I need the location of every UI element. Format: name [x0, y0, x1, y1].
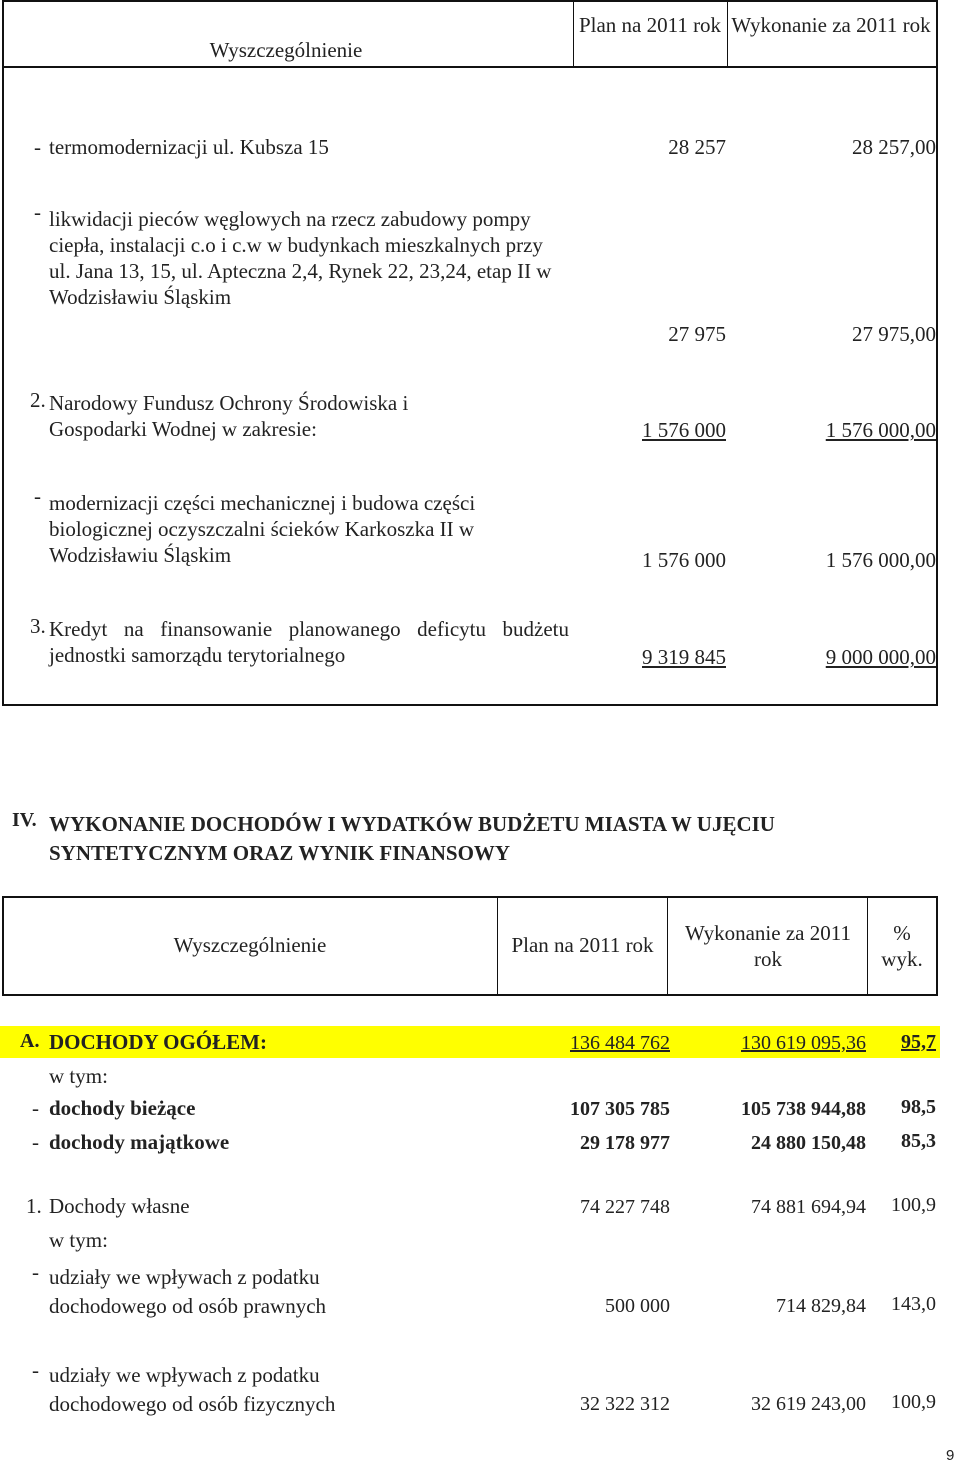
table-row-name: Kredyt na finansowanie planowanego deficytu budżetu jednostki samorządu terytorialnego	[49, 617, 569, 667]
table-2-col-divider-1	[497, 896, 498, 996]
table-1-col-divider-2	[727, 0, 728, 68]
page-number: 9	[946, 1447, 955, 1464]
table-row-exec: 130 619 095,36	[741, 1032, 866, 1054]
table-row-name: w tym:	[49, 1064, 108, 1088]
table-2-header-name: Wyszczególnienie	[173, 933, 327, 957]
table-1-header-name: Wyszczególnienie	[209, 38, 363, 62]
table-row-name: termomodernizacji ul. Kubsza 15	[49, 135, 329, 159]
table-row-exec: 714 829,84	[776, 1295, 866, 1317]
table-row-name: modernizacji części mechanicznej i budowa części biologicznej oczyszczalni ścieków Karkoszka II w Wodzisławiu Śląskim	[49, 491, 476, 567]
table-row-plan: 107 305 785	[570, 1098, 670, 1120]
table-2-header-pct: % wyk.	[881, 921, 923, 971]
table-row-exec: 9 000 000,00	[825, 645, 936, 669]
table-1-header-plan: Plan na 2011 rok	[578, 13, 722, 37]
table-row-pct: 143,0	[891, 1293, 936, 1315]
table-row-pct: 85,3	[901, 1130, 936, 1152]
table-row-name: Narodowy Fundusz Ochrony Środowiska i Gospodarki Wodnej w zakresie:	[49, 391, 409, 441]
table-row-plan: 28 257	[668, 135, 726, 159]
row-marker: 2.	[30, 388, 46, 412]
section-number: IV.	[12, 809, 37, 831]
table-1-border	[2, 0, 938, 706]
row-marker: 1.	[26, 1194, 42, 1218]
table-row-pct: 98,5	[901, 1096, 936, 1118]
table-1-header-exec: Wykonanie za 2011 rok	[731, 13, 931, 37]
row-marker: -	[32, 1130, 39, 1154]
table-row-name: DOCHODY OGÓŁEM:	[49, 1030, 267, 1054]
table-row-pct: 95,7	[901, 1031, 936, 1053]
table-2-header-exec: Wykonanie za 2011 rok	[685, 921, 851, 971]
table-row-plan: 29 178 977	[580, 1132, 670, 1154]
row-marker: -	[34, 135, 41, 159]
section-title: WYKONANIE DOCHODÓW I WYDATKÓW BUDŻETU MIASTA W UJĘCIU SYNTETYCZNYM ORAZ WYNIK FINANSOWY	[49, 812, 775, 865]
table-row-name: likwidacji pieców węglowych na rzecz zabudowy pompy ciepła, instalacji c.o i c.w w budynkach mieszkalnych przy ul. Jana 13, 15, ul. Apteczna 2,4, Rynek 22, 23,24, etap II w Wodzisławiu Śląskim	[49, 207, 552, 309]
table-row-name: dochody bieżące	[49, 1096, 196, 1120]
table-row-exec: 1 576 000,00	[825, 418, 936, 442]
table-row-exec: 105 738 944,88	[741, 1098, 866, 1120]
table-row-plan: 32 322 312	[580, 1393, 670, 1415]
table-row-name: dochody majątkowe	[49, 1130, 230, 1154]
table-row-plan: 1 576 000	[642, 548, 726, 572]
row-marker: -	[34, 484, 41, 508]
table-row-pct: 100,9	[891, 1194, 936, 1216]
table-row-exec: 1 576 000,00	[825, 548, 936, 572]
table-row-plan: 74 227 748	[580, 1196, 670, 1218]
table-row-exec: 32 619 243,00	[751, 1393, 866, 1415]
table-row-exec: 74 881 694,94	[751, 1196, 866, 1218]
table-row-exec: 24 880 150,48	[751, 1132, 866, 1154]
table-2-header-plan: Plan na 2011 rok	[511, 933, 654, 957]
row-marker: A.	[20, 1030, 40, 1052]
row-marker: 3.	[30, 614, 46, 638]
table-row-exec: 27 975,00	[852, 322, 936, 346]
table-row-pct: 100,9	[891, 1391, 936, 1413]
table-row-plan: 500 000	[605, 1295, 670, 1317]
row-marker: -	[32, 1358, 39, 1382]
table-row-exec: 28 257,00	[852, 135, 936, 159]
table-row-plan: 27 975	[668, 322, 726, 346]
table-row-name: udziały we wpływach z podatku dochodowego od osób fizycznych	[49, 1363, 336, 1416]
table-row-plan: 136 484 762	[570, 1032, 670, 1054]
table-1-col-divider-1	[573, 0, 574, 68]
table-1-header-divider	[2, 66, 938, 68]
row-marker: -	[34, 200, 41, 224]
table-row-name: udziały we wpływach z podatku dochodowego od osób prawnych	[49, 1265, 327, 1318]
table-row-name: w tym:	[49, 1228, 108, 1252]
table-row-plan: 1 576 000	[642, 418, 726, 442]
table-2-col-divider-2	[667, 896, 668, 996]
table-row-plan: 9 319 845	[642, 645, 726, 669]
row-marker: -	[32, 1096, 39, 1120]
row-marker: -	[32, 1260, 39, 1284]
table-row-name: Dochody własne	[49, 1194, 190, 1218]
table-2-col-divider-3	[867, 896, 868, 996]
